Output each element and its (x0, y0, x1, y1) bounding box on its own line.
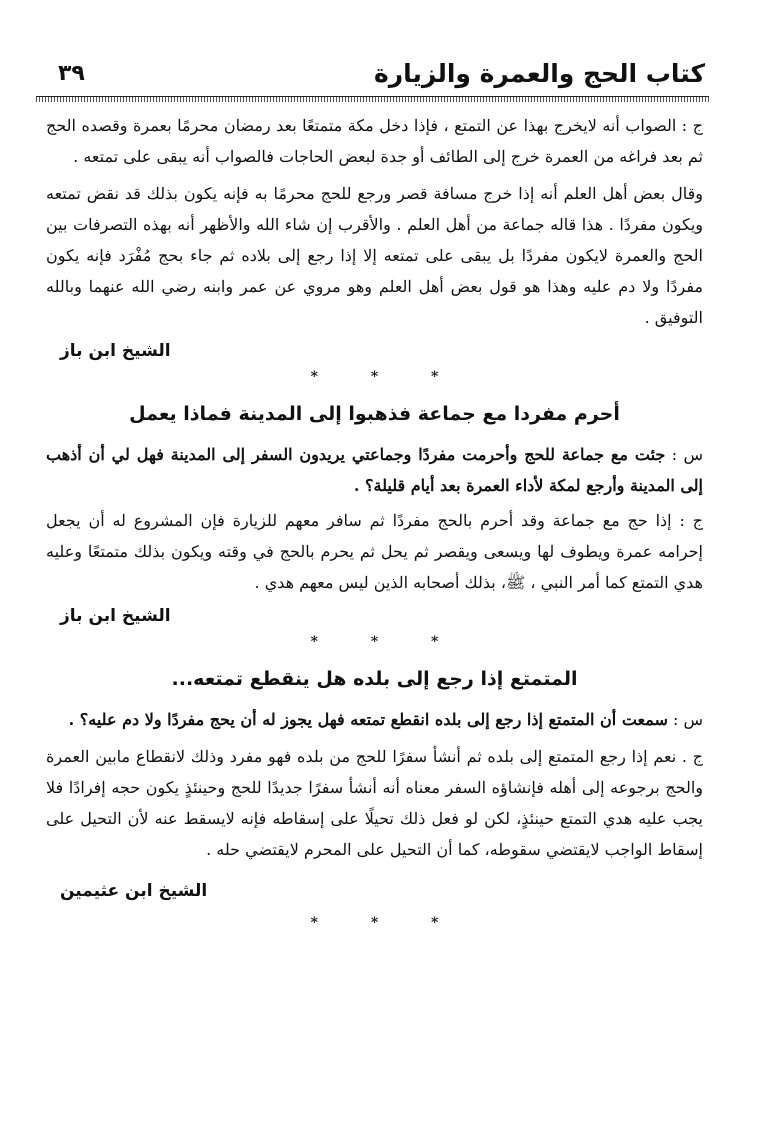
header-rule (36, 96, 709, 102)
page-number: ٣٩ (58, 61, 85, 86)
section-title: أحرم مفردا مع جماعة فذهبوا إلى المدينة فماذا يعمل (129, 403, 620, 425)
attribution: الشيخ ابن باز (60, 341, 171, 361)
running-title: كتاب الحج والعمرة والزيارة (373, 59, 705, 88)
question-text: سمعت أن المتمتع إذا رجع إلى بلده انقطع تمتعه فهل يجوز له أن يحج مفردًا ولا دم عليه؟ . (68, 710, 668, 729)
page-header (40, 56, 705, 96)
attribution: الشيخ ابن باز (60, 606, 171, 626)
question-paragraph (46, 704, 703, 735)
section-title: المتمتع إذا رجع إلى بلده هل ينقطع تمتعه... (171, 668, 578, 690)
note-paragraph: وقال بعض أهل العلم أنه إذا خرج مسافة قصر ورجع للحج محرمًا به فإنه يكون بذلك قد نقض تمتعه ويكون مفردًا . هذا قاله جماعة من أهل العلم . والأقرب إن شاء الله والأظهر أنه بهذه التصرفات بين الحج والعمرة لايكون مفردًا بل يبقى على تمتعه إلا إذا رجع إلى بلاده ثم جاء بحج مُفْرَد فإنه يكون مفردًا ولا دم عليه وهذا هو قول بعض أهل العلم وهو مروي عن عمر وابنه رضي الله عنهما وبالله التوفيق . (46, 184, 704, 327)
section-divider: * * * (310, 369, 463, 385)
attribution: الشيخ ابن عثيمين (60, 881, 208, 901)
section-divider: * * * (310, 915, 463, 931)
question-marker: س : (667, 710, 703, 729)
answer-paragraph: ج . نعم إذا رجع المتمتع إلى بلده ثم أنشأ سفرًا للحج من بلده فهو مفرد وذلك لانقطاع مابين العمرة والحج برجوعه إلى أهله فإنشاؤه السفر معناه أنه أنشأ سفرًا جديدًا للحج وحينئذٍ يكون حجه إفرادًا فلا يجب عليه هدي التمتع حينئذٍ، لكن لو فعل ذلك تحيلًا على إسقاطه فإنه لايسقط عنه لأن التحيل على إسقاط الواجب لايقتضي سقوطه، كما أن التحيل على المحرم لايقتضي حله . (46, 747, 704, 859)
page-content (46, 110, 703, 941)
answer-paragraph: ج : الصواب أنه لايخرج بهذا عن التمتع ، فإذا دخل مكة متمتعًا بعد رمضان محرمًا بعمرة وقصده الحج ثم بعد فراغه من العمرة خرج إلى الطائف أو جدة لبعض الحاجات فالصواب أنه يبقى على تمتعه . (46, 116, 703, 166)
answer-paragraph: ج : إذا حج مع جماعة وقد أحرم بالحج مفردًا ثم سافر معهم للزيارة فإن المشروع له أن يجعل إحرامه عمرة ويطوف لها ويسعى ويقصر ثم يحل ثم يحرم بالحج في وقته ويكون بذلك متمتعًا وعليه هدي التمتع كما أمر النبي ، ﷺ، بذلك أصحابه الذين ليس معهم هدي . (46, 511, 703, 592)
section-divider: * * * (310, 634, 463, 650)
question-marker: س : (665, 445, 703, 464)
question-text: جئت مع جماعة للحج وأحرمت مفردًا وجماعتي يريدون السفر إلى المدينة فهل لي أن أذهب إلى المدينة وأرجع لمكة لأداء العمرة بعد أيام قليلة؟ . (46, 445, 703, 495)
question-paragraph (46, 439, 703, 501)
